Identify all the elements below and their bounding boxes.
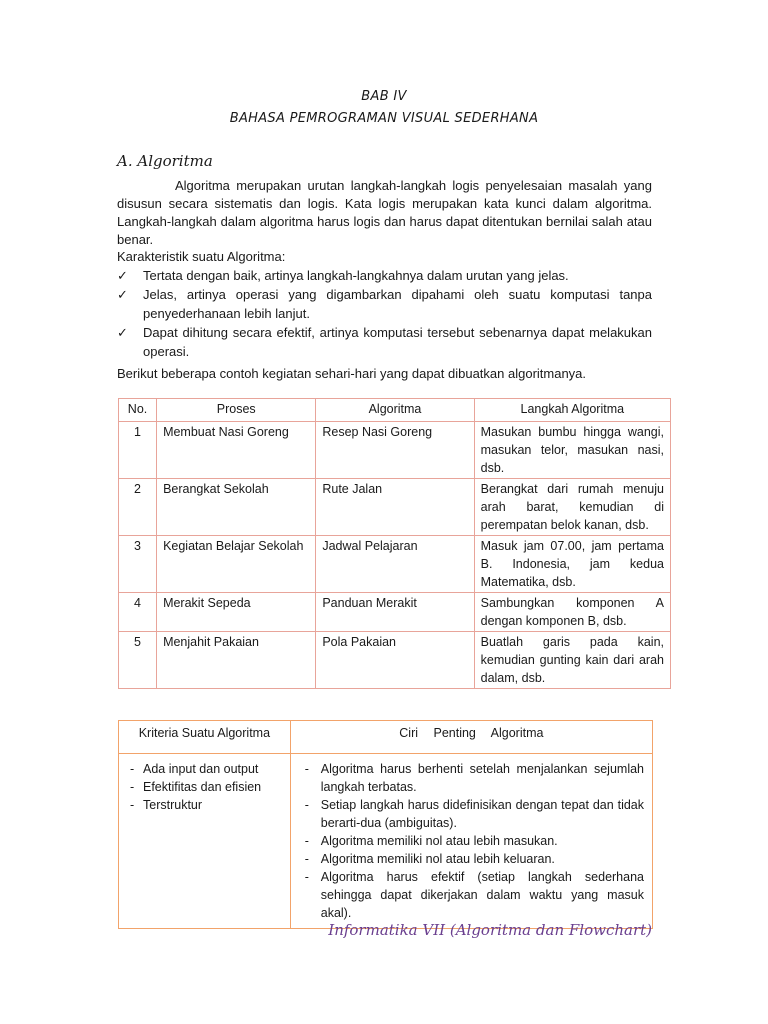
list-item: - Algoritma memiliki nol atau lebih keluaran. (299, 850, 644, 868)
page-footer: Informatika VII (Algoritma dan Flowchart) (328, 921, 652, 939)
kriteria-list (127, 760, 282, 814)
cell-langkah: Berangkat dari rumah menuju arah barat, kemudian di perempatan belok kanan, dsb. (474, 479, 670, 536)
table-row (119, 479, 671, 536)
cell-proses: Berangkat Sekolah (157, 479, 316, 536)
cell-proses: Menjahit Pakaian (157, 632, 316, 689)
list-item: - Setiap langkah harus didefinisikan dengan tepat dan tidak berarti-dua (ambiguitas). (299, 796, 644, 832)
cell-algoritma: Pola Pakaian (316, 632, 474, 689)
list-item: - Ada input dan output (127, 760, 282, 778)
header-no: No. (119, 399, 157, 422)
intro-paragraph: Algoritma merupakan urutan langkah-langkah logis penyelesaian masalah yang disusun secara sistematis dan logis. Kata logis merupakan kata kunci dalam algoritma. Langkah-langkah dalam algoritma harus logis dan harus dapat ditentukan bernilai salah atau benar. (117, 178, 652, 247)
chapter-number: BAB IV (361, 89, 407, 104)
cell-langkah: Masukan bumbu hingga wangi, masukan telor, masukan nasi, dsb. (474, 422, 670, 479)
check-icon: ✓ (117, 268, 128, 283)
cell-algoritma: Jadwal Pelajaran (316, 536, 474, 593)
cell-no: 4 (119, 593, 157, 632)
cell-kriteria (119, 754, 291, 929)
examples-intro: Berikut beberapa contoh kegiatan sehari-hari yang dapat dibuatkan algoritmanya. (117, 366, 587, 381)
table-row (119, 593, 671, 632)
cell-algoritma: Rute Jalan (316, 479, 474, 536)
cell-algoritma: Panduan Merakit (316, 593, 474, 632)
karakteristik-label: Karakteristik suatu Algoritma: (117, 249, 286, 264)
list-item-text: Jelas, artinya operasi yang digambarkan dipahami oleh suatu komputasi tanpa penyederhanaan lebih lanjut. (143, 287, 652, 321)
cell-proses: Kegiatan Belajar Sekolah (157, 536, 316, 593)
list-item (117, 323, 652, 361)
cell-proses: Membuat Nasi Goreng (157, 422, 316, 479)
cell-algoritma: Resep Nasi Goreng (316, 422, 474, 479)
cell-proses: Merakit Sepeda (157, 593, 316, 632)
cell-no: 5 (119, 632, 157, 689)
header-kriteria: Kriteria Suatu Algoritma (119, 721, 291, 754)
list-item: - Algoritma memiliki nol atau lebih masukan. (299, 832, 644, 850)
cell-no: 1 (119, 422, 157, 479)
list-item: - Terstruktur (127, 796, 282, 814)
list-item: - Algoritma harus efektif (setiap langkah sederhana sehingga dapat dikerjakan dalam waktu yang masuk akal). (299, 868, 644, 922)
cell-no: 2 (119, 479, 157, 536)
table-row (119, 422, 671, 479)
table-row (119, 536, 671, 593)
table-row (119, 632, 671, 689)
section-heading: A. Algoritma (117, 152, 213, 170)
header-ciri: Ciri Penting Algoritma (290, 721, 652, 754)
header-proses: Proses (157, 399, 316, 422)
cell-langkah: Masuk jam 07.00, jam pertama B. Indonesia, jam kedua Matematika, dsb. (474, 536, 670, 593)
check-icon: ✓ (117, 287, 128, 302)
header-langkah: Langkah Algoritma (474, 399, 670, 422)
table-header-row (119, 399, 671, 422)
list-item (117, 285, 652, 323)
cell-langkah: Sambungkan komponen A dengan komponen B, dsb. (474, 593, 670, 632)
list-item-text: Tertata dengan baik, artinya langkah-langkahnya dalam urutan yang jelas. (143, 268, 569, 283)
cell-no: 3 (119, 536, 157, 593)
list-item: - Efektifitas dan efisien (127, 778, 282, 796)
cell-langkah: Buatlah garis pada kain, kemudian gunting kain dari arah dalam, dsb. (474, 632, 670, 689)
criteria-table (118, 720, 653, 929)
table-row (119, 754, 653, 929)
chapter-title: BAHASA PEMROGRAMAN VISUAL SEDERHANA (229, 111, 539, 126)
examples-table (118, 398, 671, 689)
karakteristik-list (117, 266, 652, 361)
cell-ciri (290, 754, 652, 929)
check-icon: ✓ (117, 325, 128, 340)
list-item (117, 266, 652, 285)
list-item-text: Dapat dihitung secara efektif, artinya komputasi tersebut sebenarnya dapat melakukan operasi. (143, 325, 652, 359)
header-algoritma: Algoritma (316, 399, 474, 422)
table-header-row (119, 721, 653, 754)
list-item: - Algoritma harus berhenti setelah menjalankan sejumlah langkah terbatas. (299, 760, 644, 796)
ciri-list (299, 760, 644, 922)
